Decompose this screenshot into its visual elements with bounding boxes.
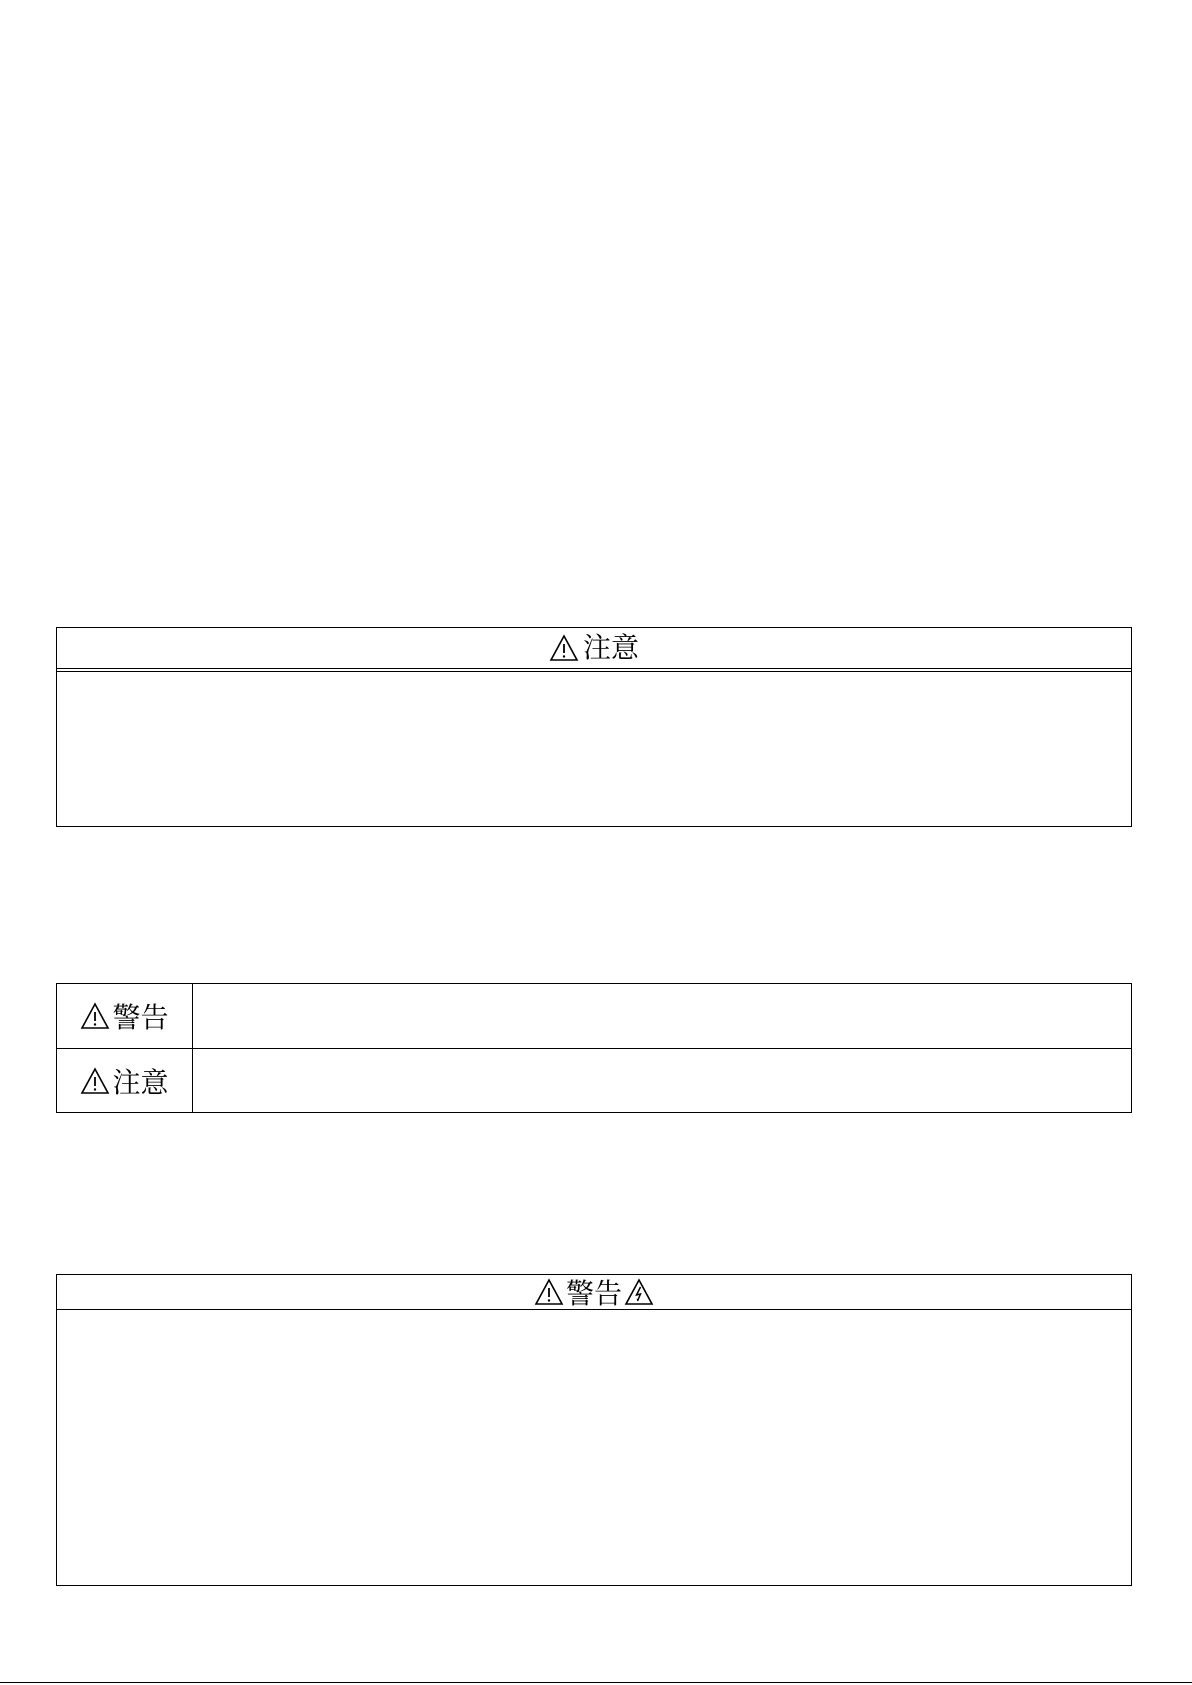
warning-header — [57, 1275, 1131, 1310]
warning-body — [57, 1310, 1131, 1585]
legend-desc-caution — [193, 1049, 1131, 1112]
caution-box — [56, 627, 1132, 827]
caution-title: 注意 — [582, 631, 639, 664]
legend-row-caution — [57, 1048, 1131, 1112]
electric-shock-icon — [624, 1278, 654, 1306]
warning-triangle-icon — [549, 634, 579, 662]
legend-label-warning: 警告 — [112, 1001, 169, 1034]
legend-label-caution: 注意 — [112, 1065, 169, 1099]
legend-desc-warning — [193, 984, 1131, 1048]
legend-table — [56, 983, 1132, 1113]
legend-key-caution — [57, 1049, 193, 1112]
page-bottom-rule — [0, 1682, 1192, 1683]
warning-triangle-icon — [80, 1067, 110, 1095]
legend-key-warning — [57, 984, 193, 1048]
warning-box — [56, 1274, 1132, 1586]
warning-title: 警告 — [565, 1277, 622, 1310]
warning-triangle-icon — [80, 1002, 110, 1030]
caution-body — [57, 672, 1131, 826]
caution-header — [57, 628, 1131, 672]
legend-row-warning — [57, 984, 1131, 1048]
warning-triangle-icon — [534, 1278, 564, 1306]
